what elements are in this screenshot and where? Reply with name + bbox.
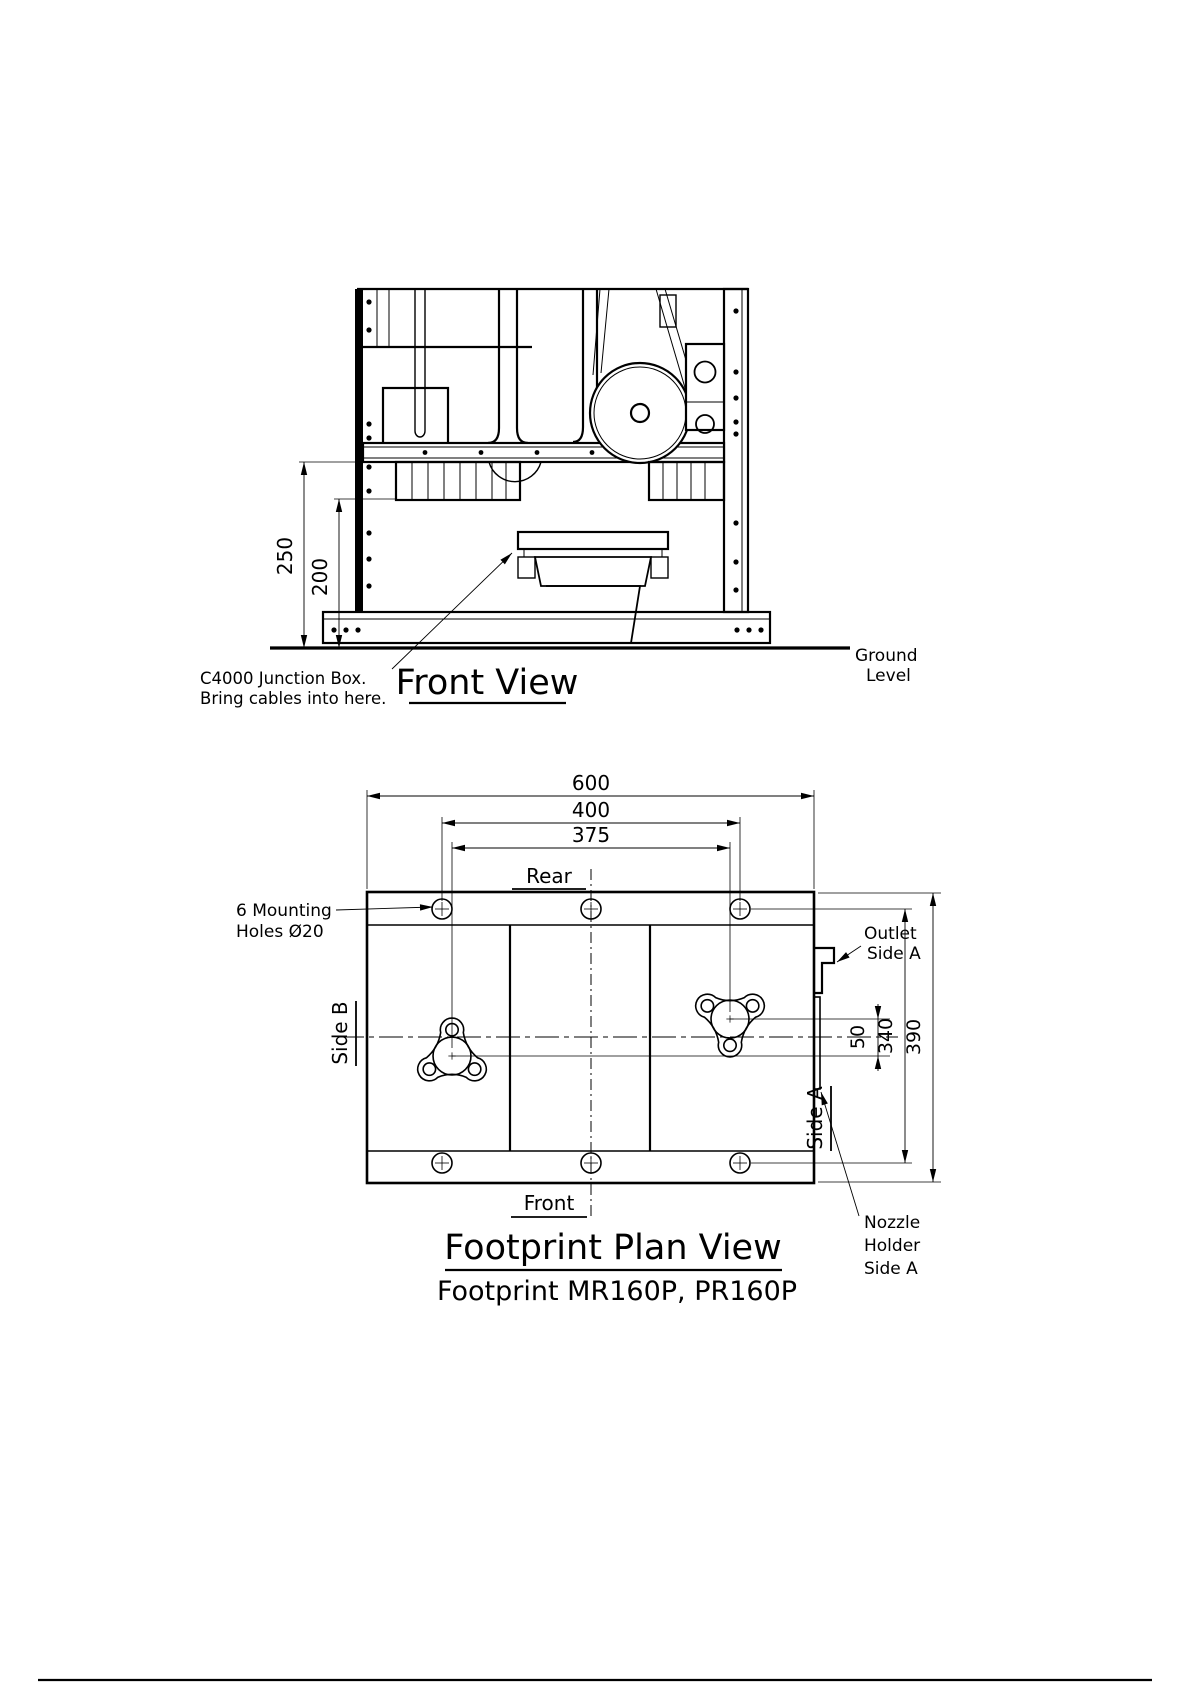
outlet-stub: [814, 948, 834, 993]
nozzle-label-line3: Side A: [864, 1259, 918, 1279]
plan-view-subtitle: Footprint MR160P, PR160P: [436, 1276, 798, 1307]
mounting-hole: [581, 1153, 601, 1173]
outlet-label-line1: Outlet: [864, 924, 917, 944]
plan-view: [236, 771, 941, 1307]
front-label: Front: [523, 1191, 575, 1215]
dim-390-value: 390: [903, 1018, 925, 1056]
ribbed-block-left: [396, 462, 520, 500]
dim-50-value: 50: [847, 1024, 869, 1050]
plan-view-title: Footprint Plan View: [444, 1228, 782, 1268]
junction-box-label-line1: C4000 Junction Box.: [200, 669, 367, 688]
dim-200: [308, 499, 397, 648]
junction-box-label-line2: Bring cables into here.: [200, 689, 387, 708]
base-plate: [323, 612, 770, 643]
side-gearbox: [686, 344, 724, 433]
dim-400-value: 400: [571, 798, 611, 822]
nozzle-label-line2: Holder: [864, 1236, 921, 1256]
dim-50: [847, 1004, 878, 1071]
dim-600-value: 600: [571, 771, 611, 795]
front-view: [200, 289, 918, 708]
right-wall-bolts: [733, 308, 738, 592]
ground-label-line1: Ground: [855, 646, 918, 666]
pulley-wheel: [590, 363, 690, 463]
left-wall: [355, 289, 363, 612]
dim-340-value: 340: [875, 1017, 897, 1055]
mounting-holes-callout: [236, 901, 433, 942]
dim-200-value: 200: [308, 557, 332, 597]
mounting-hole: [581, 899, 601, 919]
dim-250-value: 250: [273, 536, 297, 576]
outlet-callout: [837, 924, 921, 964]
rear-label: Rear: [526, 864, 572, 888]
side-b-label: [328, 1001, 356, 1066]
mounting-label-line2: Holes Ø20: [236, 922, 324, 942]
mounting-hole: [432, 899, 452, 919]
hanging-rod: [415, 289, 425, 437]
svg-text:Side A: Side A: [803, 1086, 827, 1150]
ground-label-line2: Level: [866, 666, 911, 686]
dim-375-value: 375: [571, 823, 611, 847]
front-view-title: Front View: [395, 663, 579, 703]
ribbed-block-right: [649, 462, 724, 500]
center-post-left: [488, 289, 528, 443]
mounting-hole: [432, 1153, 452, 1173]
nozzle-label-line1: Nozzle: [864, 1213, 921, 1233]
ground-level-label: [855, 646, 918, 686]
svg-text:Side B: Side B: [328, 1001, 352, 1065]
mounting-hole: [730, 899, 750, 919]
outlet-label-line2: Side A: [867, 944, 921, 964]
mounting-holes: [432, 899, 912, 1173]
junction-box: [518, 532, 668, 643]
side-a-label: [803, 1086, 831, 1151]
mounting-label-line1: 6 Mounting: [236, 901, 332, 921]
mounting-hole: [730, 1153, 750, 1173]
